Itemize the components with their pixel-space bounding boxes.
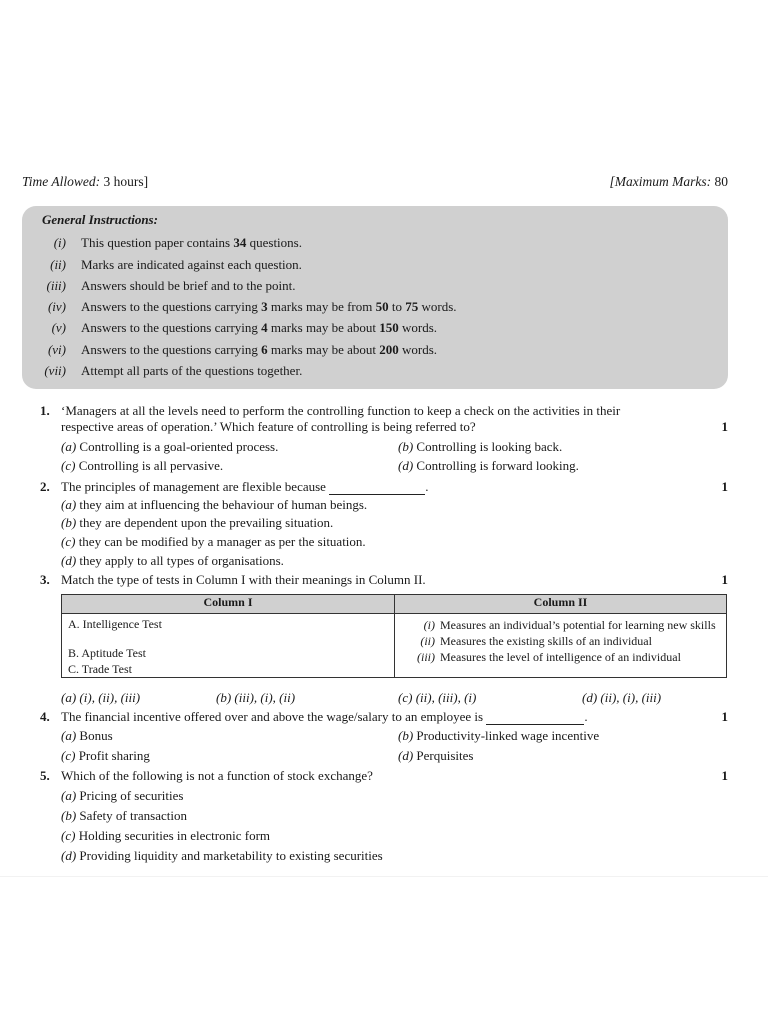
option	[582, 690, 661, 706]
general-instructions-title: General Instructions:	[42, 212, 158, 227]
option-text: Safety of transaction	[79, 808, 187, 823]
option-text: Controlling is looking back.	[416, 439, 563, 454]
option	[61, 690, 140, 706]
option-text: Holding securities in electronic form	[78, 828, 271, 843]
option-text: (i), (ii), (iii)	[79, 690, 141, 705]
instruction-bold: 200	[379, 342, 399, 357]
option-label: (d)	[398, 748, 414, 763]
instruction-text: words.	[398, 320, 438, 335]
answer-blank	[329, 482, 425, 495]
question-text-part: The principles of management are flexible because	[61, 479, 326, 494]
instruction-num: (v)	[51, 320, 66, 335]
option-label: (a)	[61, 439, 77, 454]
option-text: they can be modified by a manager as per the situation.	[78, 534, 366, 549]
instruction-text: Marks are indicated against each question.	[81, 257, 302, 272]
column-2-item-num: (ii)	[420, 634, 435, 648]
instruction-num: (vii)	[44, 363, 66, 378]
question-text: Match the type of tests in Column I with their meanings in Column II.	[61, 572, 426, 587]
option-text: Bonus	[79, 728, 113, 743]
instruction-text: Answers to the questions carrying	[81, 342, 262, 357]
question-text: respective areas of operation.’ Which feature of controlling is being referred to?	[61, 419, 476, 434]
option-text: Providing liquidity and marketability to existing securities	[79, 848, 383, 863]
column-2-item-num: (i)	[423, 618, 435, 632]
option-label: (b)	[61, 515, 77, 530]
instruction-num: (i)	[53, 235, 66, 250]
instruction-bold: 6	[261, 342, 268, 357]
option-text: (ii), (i), (iii)	[600, 690, 662, 705]
question-marks: 1	[721, 709, 728, 724]
instruction-text: Attempt all parts of the questions together.	[81, 363, 303, 378]
question-text-part: The financial incentive offered over and above the wage/salary to an employee is	[61, 709, 484, 724]
time-allowed-value: 3 hours]	[100, 174, 149, 189]
instruction-num: (vi)	[47, 342, 66, 357]
instruction-text: Answers to the questions carrying	[81, 320, 262, 335]
option-text: Controlling is all pervasive.	[78, 458, 224, 473]
option-text: Perquisites	[416, 748, 474, 763]
option	[61, 439, 278, 455]
option	[61, 553, 284, 569]
instruction-num: (iv)	[47, 299, 66, 314]
instruction-bold: 4	[261, 320, 268, 335]
question-text-end: .	[425, 479, 429, 494]
option-text: Controlling is forward looking.	[416, 458, 579, 473]
column-2-item-text: Measures an individual’s potential for learning new skills	[440, 618, 716, 632]
question-number: 1.	[40, 403, 50, 418]
maximum-marks-value: 80	[711, 174, 728, 189]
option	[398, 439, 562, 455]
option-label: (a)	[61, 728, 77, 743]
column-2-item-text: Measures the existing skills of an individual	[440, 634, 652, 648]
option-label: (c)	[61, 458, 76, 473]
instruction-num: (ii)	[50, 257, 66, 272]
option-label: (d)	[61, 553, 77, 568]
column-2-item	[395, 633, 726, 649]
option	[216, 690, 295, 706]
time-allowed-label: Time Allowed:	[22, 174, 101, 189]
question-text-end: .	[584, 709, 588, 724]
option	[398, 458, 579, 474]
question-number: 2.	[40, 479, 50, 494]
option	[61, 848, 383, 864]
option-label: (b)	[61, 808, 77, 823]
instruction-text: marks may be about	[267, 342, 380, 357]
column-2-item	[395, 614, 726, 633]
option	[398, 690, 476, 706]
instruction-bold: 150	[379, 320, 399, 335]
option	[61, 515, 333, 531]
option-text: they aim at influencing the behaviour of human beings.	[79, 497, 368, 512]
instruction-text: words.	[418, 299, 457, 314]
option-text: Controlling is a goal-oriented process.	[79, 439, 279, 454]
column-2-item-text: Measures the level of intelligence of an individual	[440, 650, 681, 664]
option-label: (d)	[582, 690, 598, 705]
option-text: Pricing of securities	[79, 788, 184, 803]
question-text	[61, 479, 428, 495]
option-text: (iii), (i), (ii)	[234, 690, 296, 705]
option	[61, 788, 183, 804]
instruction-text: marks may be about	[267, 320, 380, 335]
instruction-text: Answers to the questions carrying	[81, 299, 262, 314]
column-1-cell	[62, 614, 395, 678]
option-label: (a)	[61, 690, 77, 705]
instruction-text: This question paper contains	[81, 235, 234, 250]
instruction-bold: 50	[375, 299, 389, 314]
maximum-marks	[600, 174, 728, 190]
match-table	[61, 594, 727, 678]
column-1-item: B. Aptitude Test	[68, 646, 146, 660]
option-label: (c)	[398, 690, 413, 705]
option-label: (a)	[61, 497, 77, 512]
column-1-header: Column I	[62, 595, 395, 614]
instruction-text: Answers should be brief and to the point.	[81, 278, 296, 293]
instruction-num: (iii)	[46, 278, 66, 293]
column-2-item-num: (iii)	[417, 650, 435, 664]
option	[61, 497, 367, 513]
option-label: (d)	[398, 458, 414, 473]
column-1-item: A. Intelligence Test	[68, 617, 162, 631]
maximum-marks-label: [Maximum Marks:	[609, 174, 712, 189]
instruction-text: words.	[398, 342, 438, 357]
general-instructions-box	[22, 206, 728, 389]
option-label: (c)	[61, 828, 76, 843]
option	[398, 728, 599, 744]
option-label: (b)	[398, 728, 414, 743]
instruction-bold: 3	[261, 299, 268, 314]
option-label: (b)	[216, 690, 232, 705]
option	[61, 728, 113, 744]
match-table-header-row	[62, 595, 727, 614]
option	[61, 748, 150, 764]
question-marks: 1	[721, 479, 728, 494]
option	[61, 534, 366, 550]
question-number: 4.	[40, 709, 50, 724]
instruction-text: questions.	[246, 235, 302, 250]
option	[61, 458, 223, 474]
question-text: Which of the following is not a function of stock exchange?	[61, 768, 373, 783]
option-text: Productivity-linked wage incentive	[416, 728, 600, 743]
time-allowed	[22, 174, 148, 190]
option-label: (c)	[61, 748, 76, 763]
match-table-body-row	[62, 614, 727, 678]
question-number: 5.	[40, 768, 50, 783]
option	[398, 748, 473, 764]
instruction-text: to	[388, 299, 406, 314]
option-label: (d)	[61, 848, 77, 863]
question-marks: 1	[721, 419, 728, 434]
question-number: 3.	[40, 572, 50, 587]
column-2-header: Column II	[395, 595, 727, 614]
column-2-item	[395, 649, 726, 666]
column-2-cell	[395, 614, 727, 678]
option	[61, 828, 270, 844]
option-text: Profit sharing	[78, 748, 150, 763]
question-marks: 1	[721, 768, 728, 783]
page-divider	[0, 876, 768, 877]
instruction-text: marks may be from	[267, 299, 376, 314]
question-text: ‘Managers at all the levels need to perform the controlling function to keep a check on the activities in their	[61, 403, 621, 418]
option	[61, 808, 187, 824]
instruction-bold: 75	[405, 299, 419, 314]
column-1-item: C. Trade Test	[68, 662, 132, 676]
question-text	[61, 709, 588, 725]
option-text: (ii), (iii), (i)	[415, 690, 477, 705]
question-marks: 1	[721, 572, 728, 587]
option-text: they apply to all types of organisations.	[79, 553, 284, 568]
instruction-bold: 34	[233, 235, 247, 250]
option-text: they are dependent upon the prevailing situation.	[79, 515, 334, 530]
option-label: (b)	[398, 439, 414, 454]
answer-blank	[486, 712, 584, 725]
option-label: (a)	[61, 788, 77, 803]
option-label: (c)	[61, 534, 76, 549]
